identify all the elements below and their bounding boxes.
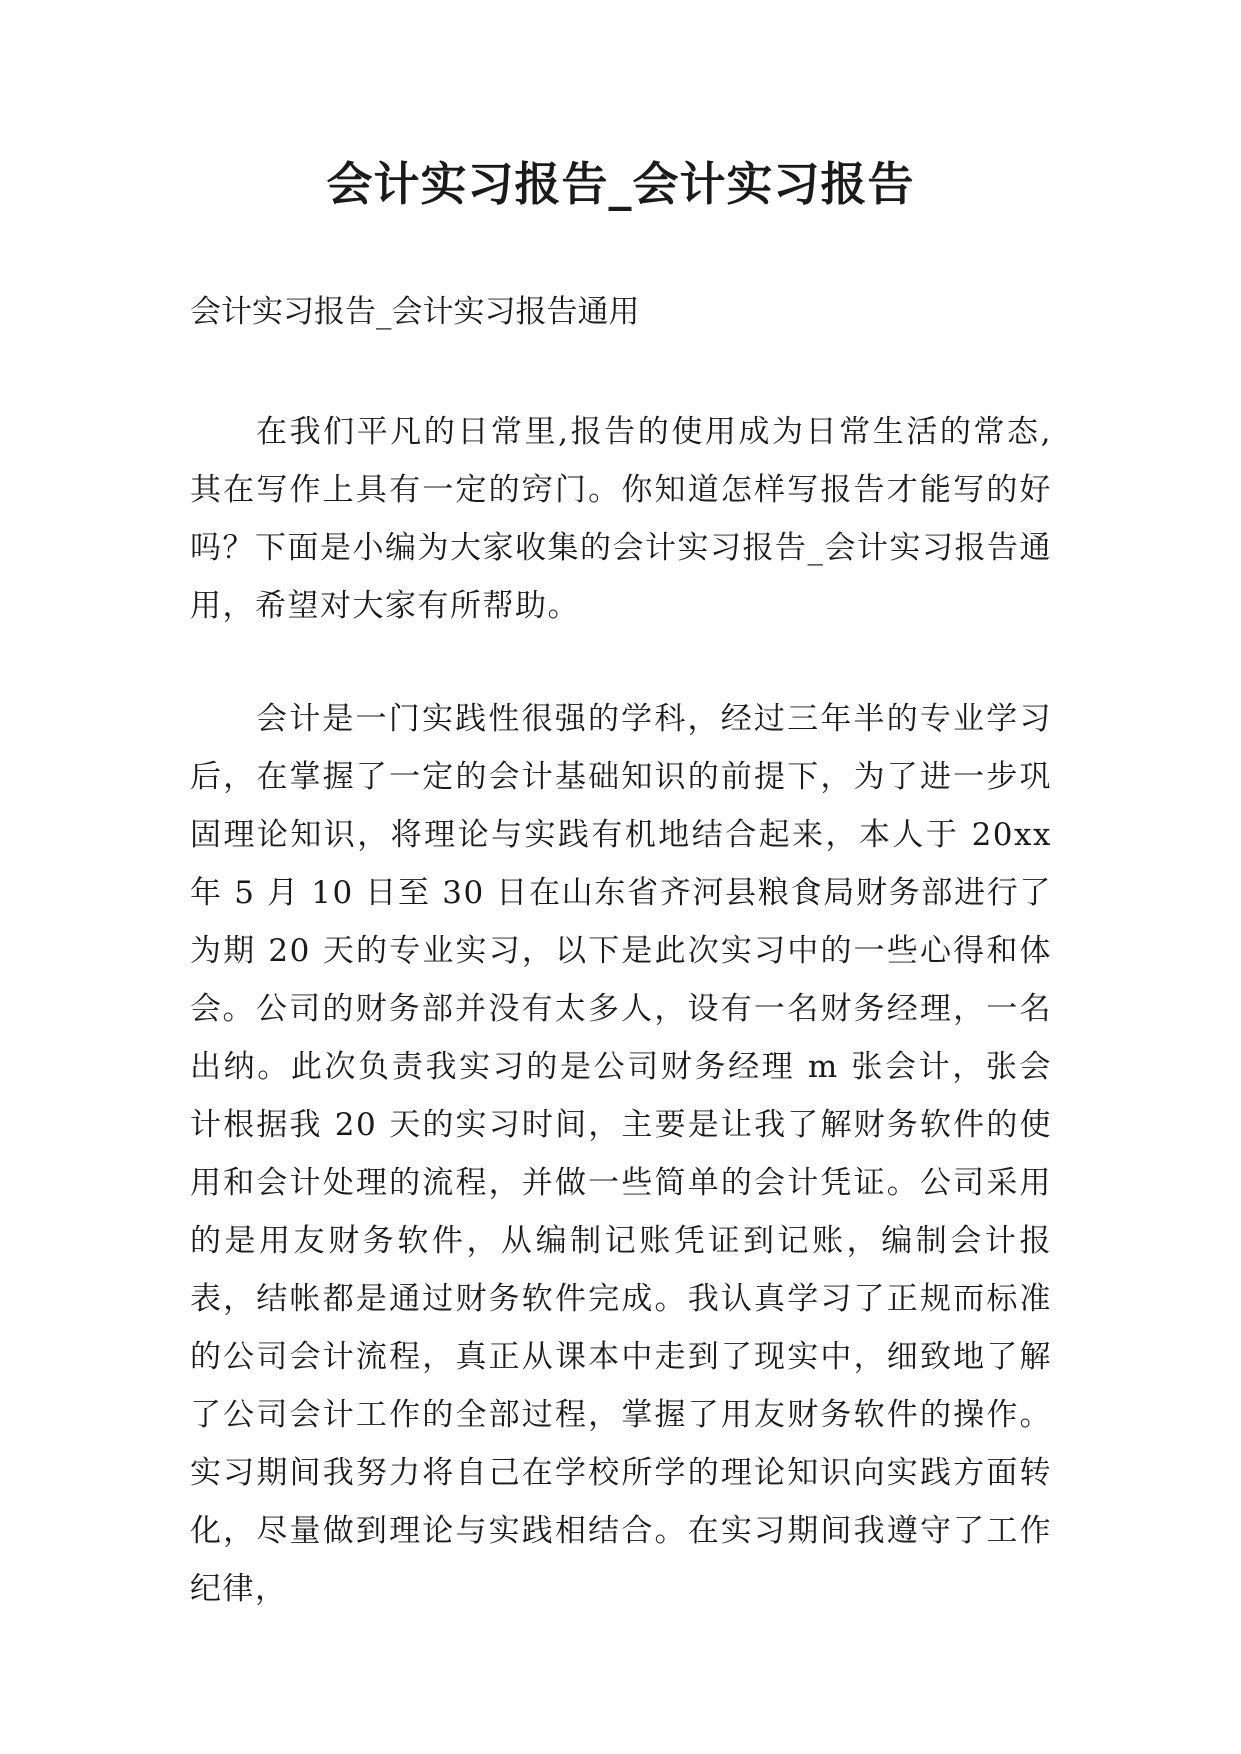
document-title: 会计实习报告_会计实习报告 [326, 157, 915, 211]
document-subtitle: 会计实习报告_会计实习报告通用 [190, 294, 640, 330]
paragraph-internship-overview: 会计是一门实践性很强的学科，经过三年半的专业学习后，在掌握了一定的会计基础知识的前提下，为了进一步巩固理论知识，将理论与实践有机地结合起来，本人于 20xx 年 5 月 10 日至 30 日在山东省齐河县粮食局财务部进行了为期 20 天的专业实习，以下是此次实习中的一些心得和体会。 [190, 701, 1052, 1027]
paragraph-intro: 在我们平凡的日常里,报告的使用成为日常生活的常态,其在写作上具有一定的窍门。你知道怎样写报告才能写的好吗？下面是小编为大家收集的会计实习报告_会计实习报告通用，希望对大家有所帮助。 [190, 414, 1052, 624]
paragraph-finance-department: 公司的财务部并没有太多人，设有一名财务经理，一名出纳。此次负责我实习的是公司财务经理 m 张会计，张会计根据我 20 天的实习时间，主要是让我了解财务软件的使用和会计处理的流程，并做一些简单的会计凭证。公司采用的是用友财务软件，从编制记账凭证到记账，编制会计报表，结帐都是通过财务软件完成。我认真学习了正规而标准的公司会计流程，真正从课本中走到了现实中，细致地了解了公司会计工作的全部过程，掌握了用友财务软件的操作。实习期间我努力将自己在学校所学的理论知识向实践方面转化，尽量做到理论与实践相结合。在实习期间我遵守了工作纪律， [190, 991, 1052, 1607]
